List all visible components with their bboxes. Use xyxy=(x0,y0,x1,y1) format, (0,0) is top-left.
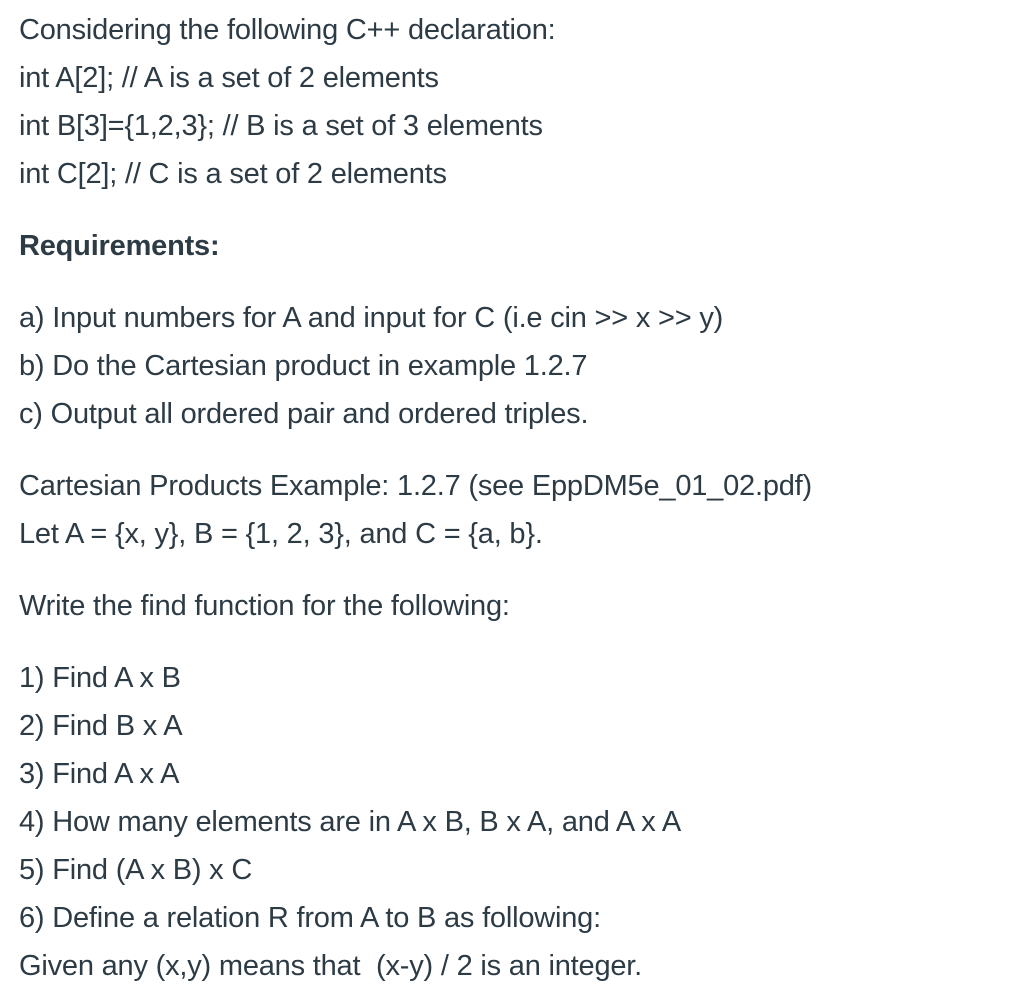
declaration-intro: Considering the following C++ declaration: xyxy=(19,14,556,46)
spacer xyxy=(19,270,1019,294)
task-item: 3) Find A x A xyxy=(19,758,180,790)
declaration-line-a: int A[2]; // A is a set of 2 elements xyxy=(19,62,439,94)
task-item: 4) How many elements are in A x B, B x A, and A x A xyxy=(19,806,681,838)
spacer xyxy=(19,558,1019,582)
requirement-item: c) Output all ordered pair and ordered triples. xyxy=(19,398,589,430)
example-sets: Let A = {x, y}, B = {1, 2, 3}, and C = {a, b}. xyxy=(19,518,543,550)
task-item: 5) Find (A x B) x C xyxy=(19,854,253,886)
task-prompt: Write the find function for the following: xyxy=(19,590,510,622)
example-title: Cartesian Products Example: 1.2.7 (see EppDM5e_01_02.pdf) xyxy=(19,470,812,502)
spacer xyxy=(19,438,1019,462)
spacer xyxy=(19,630,1019,654)
task-item: 2) Find B x A xyxy=(19,710,183,742)
task-item: 6) Define a relation R from A to B as following: xyxy=(19,902,601,934)
spacer xyxy=(19,198,1019,222)
task-item: Given any (x,y) means that (x-y) / 2 is an integer. xyxy=(19,950,643,982)
requirement-item: b) Do the Cartesian product in example 1.2.7 xyxy=(19,350,588,382)
document-body xyxy=(19,6,1019,990)
requirements-heading: Requirements: xyxy=(19,230,220,262)
declaration-line-c: int C[2]; // C is a set of 2 elements xyxy=(19,158,447,190)
declaration-line-b: int B[3]={1,2,3}; // B is a set of 3 elements xyxy=(19,110,543,142)
task-item: 1) Find A x B xyxy=(19,662,181,694)
requirement-item: a) Input numbers for A and input for C (i.e cin >> x >> y) xyxy=(19,302,724,334)
